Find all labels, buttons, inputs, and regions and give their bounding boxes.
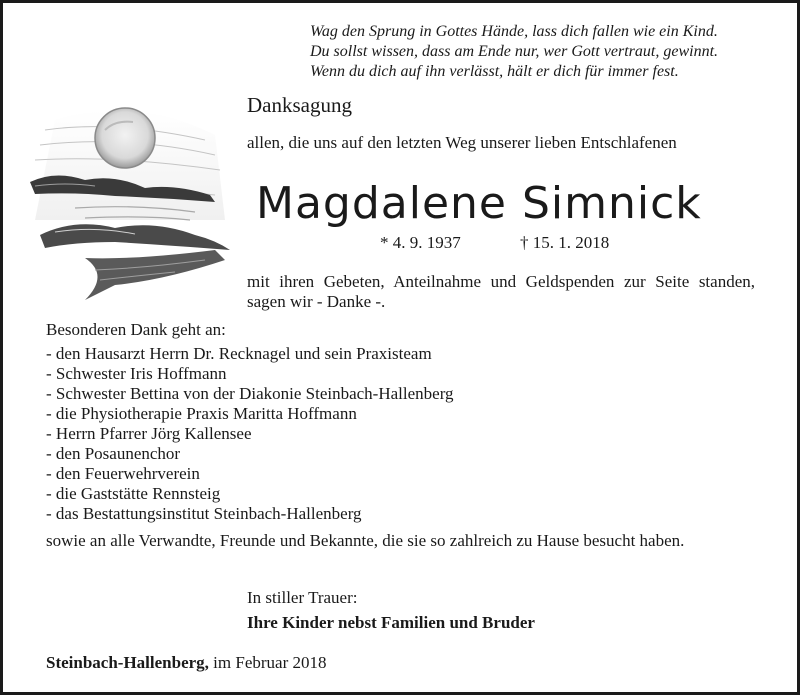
thanks-text: mit ihren Gebeten, Anteilnahme und Geldspenden zur Seite standen, sagen wir - Danke -.	[247, 272, 755, 311]
special-thanks-list	[46, 344, 454, 524]
death-date: † 15. 1. 2018	[520, 233, 610, 252]
list-item: - den Feuerwehrverein	[46, 464, 200, 483]
list-item: - Schwester Bettina von der Diakonie Steinbach-Hallenberg	[46, 384, 454, 403]
poem-line: Wag den Sprung in Gottes Hände, lass dich fallen wie ein Kind.	[310, 23, 718, 40]
deceased-name: Magdalene Simnick	[256, 178, 702, 229]
notice-heading: Danksagung	[247, 93, 352, 117]
list-item: - den Hausarzt Herrn Dr. Recknagel und sein Praxisteam	[46, 344, 432, 363]
list-item: - das Bestattungsinstitut Steinbach-Hallenberg	[46, 504, 362, 523]
special-thanks-heading: Besonderen Dank geht an:	[46, 320, 226, 339]
birth-date: * 4. 9. 1937	[380, 233, 461, 252]
intro-text: allen, die uns auf den letzten Weg unserer lieben Entschlafenen	[247, 133, 677, 152]
mourning-label: In stiller Trauer:	[247, 588, 358, 607]
list-item: - Schwester Iris Hoffmann	[46, 364, 227, 383]
closing-text: sowie an alle Verwandte, Freunde und Bekannte, die sie so zahlreich zu Hause besucht haben.	[46, 531, 685, 550]
poem-line: Wenn du dich auf ihn verlässt, hält er dich für immer fest.	[310, 63, 679, 80]
mourning-family: Ihre Kinder nebst Familien und Bruder	[247, 613, 535, 632]
list-item: - den Posaunenchor	[46, 444, 181, 463]
footer-date: im Februar 2018	[208, 653, 327, 672]
footer-place: Steinbach-Hallenberg,	[46, 653, 209, 672]
list-item: - die Physiotherapie Praxis Maritta Hoffmann	[46, 404, 357, 423]
list-item: - Herrn Pfarrer Jörg Kallensee	[46, 424, 252, 443]
poem-line: Du sollst wissen, dass am Ende nur, wer Gott vertraut, gewinnt.	[310, 43, 719, 60]
poem-verse	[310, 22, 780, 82]
footer-place-date	[46, 652, 327, 674]
moon-landscape-illustration	[15, 100, 245, 310]
list-item: - die Gaststätte Rennsteig	[46, 484, 221, 503]
